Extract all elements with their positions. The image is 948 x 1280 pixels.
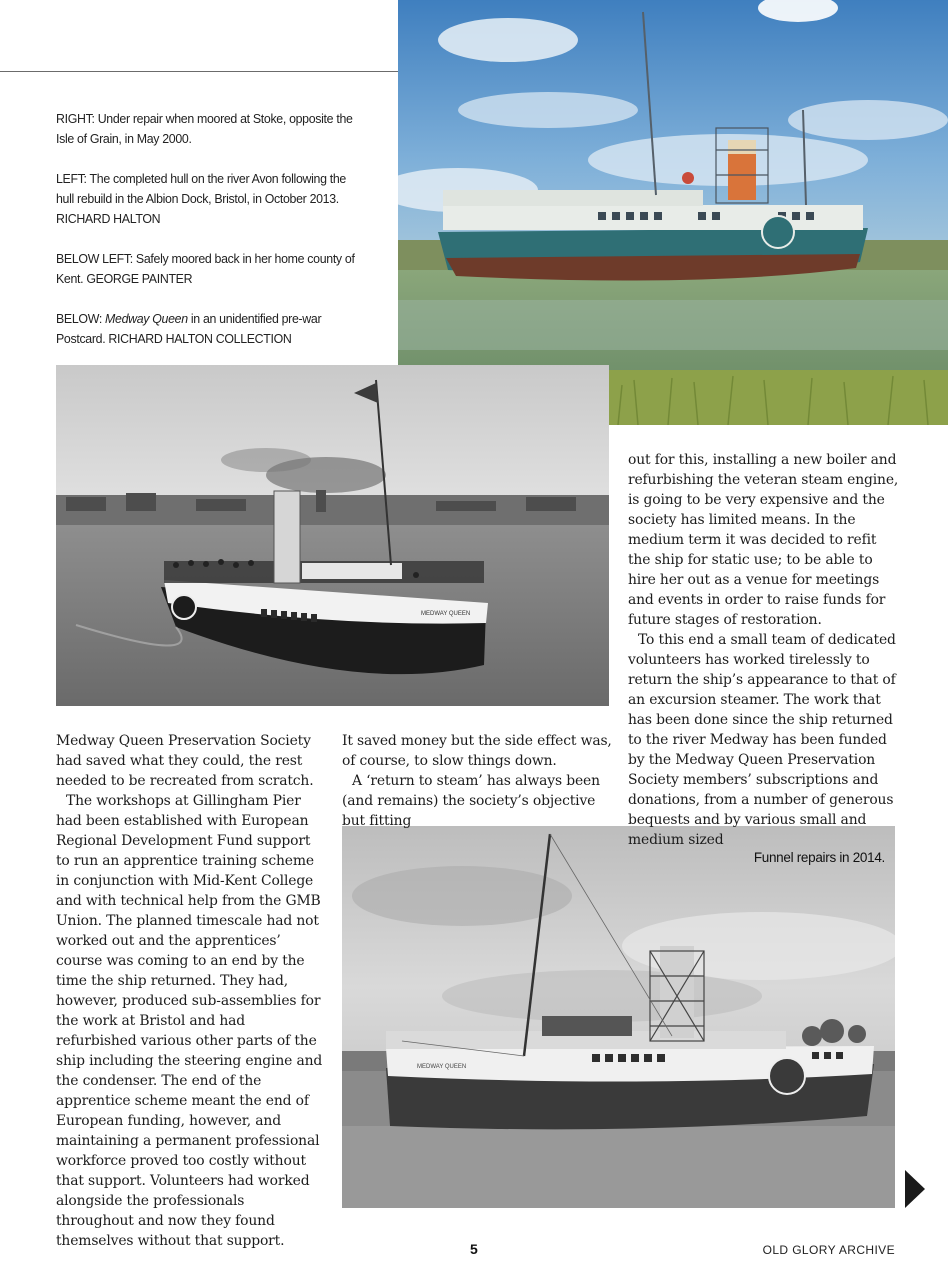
caption-right: RIGHT: Under repair when moored at Stoke, opposite the Isle of Grain, in May 2000.: [56, 111, 353, 146]
article-paragraph: Medway Queen Preservation Society had saved what they could, the rest needed to be recreated from scratch.: [56, 733, 314, 789]
article-paragraph: It saved money but the side effect was, of course, to slow things down.: [342, 733, 612, 769]
photo-stoke-image: [398, 0, 948, 425]
article-column-left: [56, 731, 326, 1251]
article-column-middle: [342, 731, 614, 831]
caption-below-left: BELOW LEFT: Safely moored back in her home county of Kent. GEORGE PAINTER: [56, 251, 355, 286]
article-paragraph: out for this, installing a new boiler and refurbishing the veteran steam engine, is going to be very expensive and the society has limited means. In the medium term it was decided to refit the ship for static use; to be able to hire her out as a venue for meetings and events in order to raise funds for future stages of restoration.: [628, 452, 899, 628]
article-paragraph: The workshops at Gillingham Pier had been established with European Regional Development Fund support to run an apprentice training scheme in conjunction with Mid-Kent College and with technical help from the GMB Union. The planned timescale had not worked out and the apprentices’ course was coming to an end by the time the ship returned. They had, however, produced sub-assemblies for the work at Bristol and had refurbished various other parts of the ship including the steering engine and the condenser. The end of the apprentice scheme meant the end of European funding, however, and maintaining a permanent professional workforce proved too costly without that support. Volunteers had worked alongside the professionals throughout and now they found themselves without that support.: [56, 793, 323, 1249]
article-paragraph: To this end a small team of dedicated volunteers has worked tirelessly to return the ship’s appearance to that of an excursion steamer. The work that has been done since the ship returned to the river Medway has been funded by the Medway Queen Preservation Society members’ subscriptions and donations, from a number of generous bequests and by various small and medium sized: [628, 632, 896, 848]
photo-captions: [56, 109, 355, 369]
caption-left: LEFT: The completed hull on the river Avon following the hull rebuild in the Albion Dock, Bristol, in October 2013. RICHARD HALTON: [56, 171, 346, 226]
caption-below-prefix: BELOW:: [56, 311, 106, 326]
publication-title: OLD GLORY ARCHIVE: [762, 1243, 895, 1257]
header-rule: [0, 71, 398, 72]
photo-funnel-image: [342, 826, 895, 1208]
caption-funnel-repairs: Funnel repairs in 2014.: [753, 850, 885, 865]
caption-below: [56, 309, 355, 349]
photo-postcard-prewar: [56, 365, 609, 706]
photo-funnel-repairs: [342, 826, 895, 1208]
funnel-hull-name: MEDWAY QUEEN: [417, 1064, 467, 1070]
photo-postcard-image: [56, 365, 609, 706]
photo-stoke-repair: [398, 0, 948, 425]
postcard-hull-name: MEDWAY QUEEN: [421, 611, 471, 617]
article-paragraph: A ‘return to steam’ has always been (and remains) the society’s objective but fitting: [342, 773, 600, 829]
caption-below-rest: in an unidentified pre-war Postcard. RICHARD HALTON COLLECTION: [56, 311, 322, 346]
article-column-right: [628, 450, 900, 850]
caption-below-ship-name: Medway Queen: [105, 311, 188, 326]
page-number: 5: [470, 1241, 478, 1257]
next-page-arrow-icon[interactable]: [905, 1170, 925, 1208]
